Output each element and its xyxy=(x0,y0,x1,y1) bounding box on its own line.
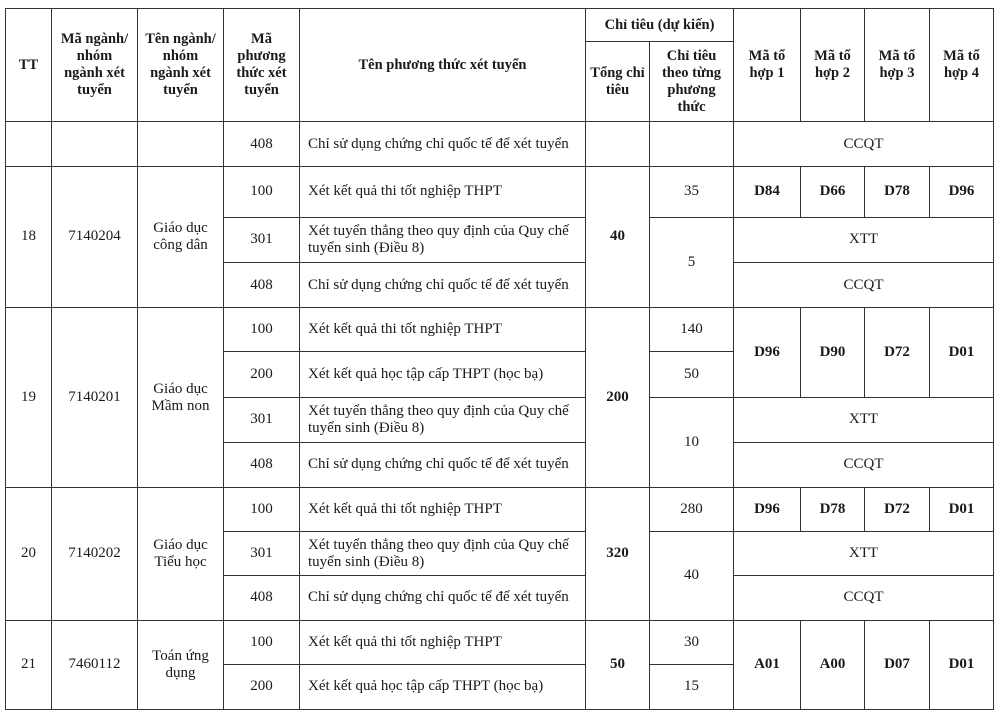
admission-table xyxy=(5,8,994,710)
col-header-ma-phuong-thuc: Mã phương thức xét tuyển xyxy=(224,9,300,122)
cell-combo-1: D84 xyxy=(734,166,801,217)
cell-combo: CCQT xyxy=(734,122,994,166)
cell-ma-nganh: 7140204 xyxy=(52,166,138,308)
cell-method-name: Chỉ sử dụng chứng chỉ quốc tế để xét tuyển xyxy=(300,576,586,620)
cell-method-code: 408 xyxy=(224,576,300,620)
cell-combo: XTT xyxy=(734,532,994,576)
cell-combo-2: D66 xyxy=(801,166,865,217)
cell-method-code: 200 xyxy=(224,352,300,397)
col-header-ma-nganh: Mã ngành/ nhóm ngành xét tuyển xyxy=(52,9,138,122)
cell-combo: CCQT xyxy=(734,576,994,620)
cell-ma-nganh: 7140202 xyxy=(52,488,138,621)
cell-quota: 40 xyxy=(650,532,734,620)
cell-combo-4: D01 xyxy=(930,620,994,709)
cell-ten-nganh: Giáo dục Mầm non xyxy=(138,308,224,488)
col-header-tt: TT xyxy=(6,9,52,122)
cell-tt: 18 xyxy=(6,166,52,308)
table-row xyxy=(6,122,994,166)
cell-ten-nganh: Giáo dục Tiểu học xyxy=(138,488,224,621)
cell-method-name: Xét tuyển thẳng theo quy định của Quy chế tuyển sinh (Điều 8) xyxy=(300,217,586,262)
cell-method-code: 301 xyxy=(224,397,300,442)
cell-tt: 21 xyxy=(6,620,52,709)
cell-combo-1: A01 xyxy=(734,620,801,709)
cell-quota: 140 xyxy=(650,308,734,352)
cell-method-code: 301 xyxy=(224,532,300,576)
cell-ten-nganh xyxy=(138,122,224,166)
cell-quota: 15 xyxy=(650,664,734,709)
cell-combo: CCQT xyxy=(734,442,994,487)
cell-combo-1: D96 xyxy=(734,308,801,397)
cell-combo: XTT xyxy=(734,397,994,442)
cell-combo-3: D78 xyxy=(865,166,930,217)
cell-combo-2: D78 xyxy=(801,488,865,532)
cell-tong: 40 xyxy=(586,166,650,308)
cell-ma-nganh xyxy=(52,122,138,166)
cell-quota xyxy=(650,122,734,166)
cell-method-name: Xét kết quả thi tốt nghiệp THPT xyxy=(300,488,586,532)
cell-method-name: Xét kết quả học tập cấp THPT (học bạ) xyxy=(300,352,586,397)
cell-combo-4: D01 xyxy=(930,308,994,397)
cell-ten-nganh: Toán ứng dụng xyxy=(138,620,224,709)
cell-quota: 35 xyxy=(650,166,734,217)
col-header-chi-tieu: Chỉ tiêu (dự kiến) xyxy=(586,9,734,42)
cell-tt: 19 xyxy=(6,308,52,488)
cell-combo-3: D72 xyxy=(865,308,930,397)
col-header-to-hop-1: Mã tổ hợp 1 xyxy=(734,9,801,122)
cell-combo-4: D96 xyxy=(930,166,994,217)
cell-ma-nganh: 7460112 xyxy=(52,620,138,709)
cell-tong: 50 xyxy=(586,620,650,709)
cell-method-code: 200 xyxy=(224,664,300,709)
cell-method-code: 408 xyxy=(224,263,300,308)
cell-method-code: 408 xyxy=(224,442,300,487)
cell-method-name: Xét kết quả thi tốt nghiệp THPT xyxy=(300,308,586,352)
col-header-ten-phuong-thuc: Tên phương thức xét tuyển xyxy=(300,9,586,122)
col-header-to-hop-2: Mã tổ hợp 2 xyxy=(801,9,865,122)
cell-method-name: Chỉ sử dụng chứng chỉ quốc tế để xét tuyển xyxy=(300,122,586,166)
cell-method-code: 100 xyxy=(224,620,300,664)
cell-quota: 50 xyxy=(650,352,734,397)
cell-tt xyxy=(6,122,52,166)
cell-tt: 20 xyxy=(6,488,52,621)
col-header-tong-chi-tieu: Tổng chỉ tiêu xyxy=(586,42,650,122)
cell-combo: CCQT xyxy=(734,263,994,308)
table-row xyxy=(6,488,994,532)
header-row xyxy=(6,9,994,42)
cell-method-name: Xét tuyển thẳng theo quy định của Quy chế tuyển sinh (Điều 8) xyxy=(300,532,586,576)
cell-tong xyxy=(586,122,650,166)
cell-combo-3: D72 xyxy=(865,488,930,532)
cell-method-name: Chỉ sử dụng chứng chỉ quốc tế để xét tuyển xyxy=(300,263,586,308)
col-header-chi-tieu-phuong-thuc: Chỉ tiêu theo từng phương thức xyxy=(650,42,734,122)
cell-method-name: Chỉ sử dụng chứng chỉ quốc tế để xét tuyển xyxy=(300,442,586,487)
cell-quota: 5 xyxy=(650,217,734,307)
cell-method-name: Xét kết quả thi tốt nghiệp THPT xyxy=(300,620,586,664)
col-header-to-hop-4: Mã tổ hợp 4 xyxy=(930,9,994,122)
col-header-to-hop-3: Mã tổ hợp 3 xyxy=(865,9,930,122)
cell-combo-2: A00 xyxy=(801,620,865,709)
cell-tong: 200 xyxy=(586,308,650,488)
cell-method-name: Xét kết quả thi tốt nghiệp THPT xyxy=(300,166,586,217)
cell-method-code: 408 xyxy=(224,122,300,166)
table-row xyxy=(6,308,994,352)
table-row xyxy=(6,166,994,217)
cell-method-code: 100 xyxy=(224,488,300,532)
cell-tong: 320 xyxy=(586,488,650,621)
table-row xyxy=(6,620,994,664)
cell-combo: XTT xyxy=(734,217,994,262)
cell-combo-1: D96 xyxy=(734,488,801,532)
cell-method-name: Xét kết quả học tập cấp THPT (học bạ) xyxy=(300,664,586,709)
cell-quota: 280 xyxy=(650,488,734,532)
cell-quota: 30 xyxy=(650,620,734,664)
cell-ma-nganh: 7140201 xyxy=(52,308,138,488)
cell-combo-4: D01 xyxy=(930,488,994,532)
cell-method-code: 100 xyxy=(224,166,300,217)
cell-method-name: Xét tuyển thẳng theo quy định của Quy chế tuyển sinh (Điều 8) xyxy=(300,397,586,442)
cell-method-code: 301 xyxy=(224,217,300,262)
cell-combo-3: D07 xyxy=(865,620,930,709)
cell-combo-2: D90 xyxy=(801,308,865,397)
cell-ten-nganh: Giáo dục công dân xyxy=(138,166,224,308)
cell-quota: 10 xyxy=(650,397,734,487)
col-header-ten-nganh: Tên ngành/ nhóm ngành xét tuyển xyxy=(138,9,224,122)
cell-method-code: 100 xyxy=(224,308,300,352)
